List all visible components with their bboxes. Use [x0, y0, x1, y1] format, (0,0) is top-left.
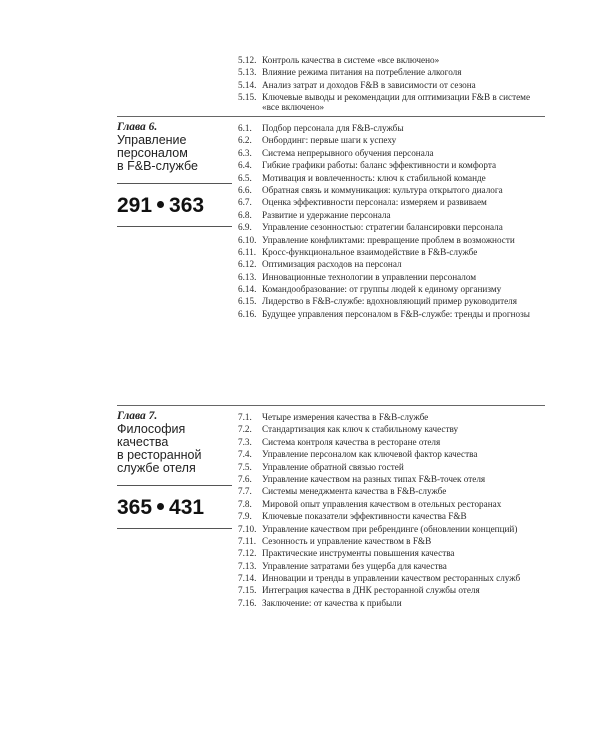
toc-item-number: 6.7.: [238, 197, 252, 208]
toc-item-title: Управление сезонностью: стратегии балансировки персонала: [262, 222, 503, 233]
toc-item-number: 7.13.: [238, 560, 257, 571]
toc-item-title: Интеграция качества в ДНК ресторанной службы отеля: [262, 585, 480, 596]
toc-item-number: 7.10.: [238, 523, 257, 534]
toc-item-title: Мотивация и вовлеченность: ключ к стабильной команде: [262, 172, 486, 183]
toc-item-title: Анализ затрат и доходов F&B в зависимости от сезона: [262, 79, 476, 90]
chapter-7-page-end: 431: [169, 496, 205, 519]
chapter-7-title-line: службе отеля: [117, 461, 196, 475]
toc-item-number: 6.15.: [238, 296, 257, 307]
toc-item: [238, 412, 538, 422]
toc-item-title: Кросс-функциональное взаимодействие в F&B-службе: [262, 246, 478, 257]
toc-item: [238, 80, 538, 90]
toc-item: [238, 309, 538, 319]
chapter-7-title-line: Философия: [117, 422, 186, 436]
toc-item: [238, 284, 538, 294]
toc-item: [238, 536, 538, 546]
toc-item-number: 6.1.: [238, 123, 252, 133]
chapter-6-label: Глава 6.: [117, 121, 158, 133]
bullet-dot-icon: [157, 503, 164, 510]
toc-item-number: 7.6.: [238, 473, 252, 484]
toc-item-title: Управление персоналом как ключевой фактор качества: [262, 449, 478, 460]
toc-item-title: Развитие и удержание персонала: [262, 209, 391, 220]
toc-item-number: 5.14.: [238, 79, 257, 90]
toc-item-title: Управление обратной связью гостей: [262, 461, 404, 472]
toc-item-number: 6.11.: [238, 246, 257, 257]
toc-item: [238, 92, 538, 112]
toc-item: [238, 135, 538, 145]
toc-item-number: 6.4.: [238, 160, 252, 171]
toc-list-chapter-6: [238, 123, 538, 321]
toc-item: [238, 486, 538, 496]
toc-item-title: Стандартизация как ключ к стабильному качеству: [262, 424, 459, 435]
toc-item: [238, 160, 538, 170]
chapter-6-page-range: [117, 194, 232, 218]
toc-item-number: 7.4.: [238, 449, 252, 460]
toc-item-title: Контроль качества в системе «все включено»: [262, 55, 440, 65]
toc-item-title: Управление качеством на разных типах F&B-точек отеля: [262, 473, 486, 484]
toc-item: [238, 524, 538, 534]
toc-item-title: Ключевые показатели эффективности качества F&B: [262, 511, 467, 522]
toc-item-title: Будущее управления персоналом в F&B-службе: тренды и прогнозы: [262, 308, 530, 319]
chapter-7-page-range: [117, 496, 232, 520]
chapter-6-title-rule: [117, 183, 232, 184]
chapter-6-title-line: Управление: [117, 133, 187, 147]
toc-item-number: 5.12.: [238, 55, 257, 65]
toc-list-chapter-7: [238, 412, 538, 610]
toc-item: [238, 247, 538, 257]
toc-item-number: 7.12.: [238, 548, 257, 559]
toc-item-title: Заключение: от качества к прибыли: [262, 597, 402, 608]
chapter-6-page-start: 291: [117, 194, 153, 217]
toc-item-title: Управление качеством при ребрендинге (обновлении концепций): [262, 523, 518, 534]
toc-item-title: Инновации и тренды в управлении качеством ресторанных служб: [262, 573, 521, 584]
toc-item: [238, 474, 538, 484]
chapter-7-range-rule: [117, 528, 232, 529]
toc-item-number: 6.9.: [238, 222, 252, 233]
toc-item-number: 7.15.: [238, 585, 257, 596]
toc-item: [238, 598, 538, 608]
toc-item: [238, 585, 538, 595]
toc-item: [238, 197, 538, 207]
bullet-dot-icon: [157, 201, 164, 208]
toc-item: [238, 222, 538, 232]
toc-item-title: Практические инструменты повышения качества: [262, 548, 455, 559]
chapter-7-title-line: качества: [117, 435, 169, 449]
chapter-7-page-start: 365: [117, 496, 153, 519]
toc-item-number: 6.6.: [238, 184, 252, 195]
toc-item-title: Системы менеджмента качества в F&B-службе: [262, 486, 447, 497]
toc-item: [238, 272, 538, 282]
toc-item-number: 7.5.: [238, 461, 252, 472]
toc-item-title: Система непрерывного обучения персонала: [262, 147, 434, 158]
toc-item-number: 5.15.: [238, 92, 257, 103]
toc-item: [238, 148, 538, 158]
toc-item-number: 6.8.: [238, 209, 252, 220]
toc-item-title: Гибкие графики работы: баланс эффективности и комфорта: [262, 160, 497, 171]
toc-item: [238, 499, 538, 509]
toc-item: [238, 185, 538, 195]
toc-item-number: 7.7.: [238, 486, 252, 497]
toc-item-number: 5.13.: [238, 67, 257, 78]
toc-item-number: 6.14.: [238, 284, 257, 295]
chapter-6-title-line: в F&B-службе: [117, 159, 198, 173]
toc-item-title: Мировой опыт управления качеством в отельных ресторанах: [262, 498, 502, 509]
chapter-6-title: [117, 134, 232, 173]
chapter-6-block: [117, 117, 232, 227]
toc-item-title: Влияние режима питания на потребление алкоголя: [262, 67, 462, 78]
toc-item-number: 6.10.: [238, 234, 257, 245]
toc-item-number: 7.3.: [238, 436, 252, 447]
chapter-7-label: Глава 7.: [117, 410, 158, 422]
chapter-6-range-rule: [117, 226, 232, 227]
toc-item-number: 6.16.: [238, 308, 257, 319]
toc-item-title: Командообразование: от группы людей к единому организму: [262, 284, 502, 295]
toc-item-title: Лидерство в F&B-службе: вдохновляющий пример руководителя: [262, 296, 517, 307]
toc-item-title: Инновационные технологии в управлении персоналом: [262, 271, 477, 282]
toc-item-number: 6.5.: [238, 172, 252, 183]
toc-item-title: Сезонность и управление качеством в F&B: [262, 535, 432, 546]
toc-item: [238, 561, 538, 571]
toc-item: [238, 449, 538, 459]
toc-item-number: 6.13.: [238, 271, 257, 282]
chapter-6-page-end: 363: [169, 194, 205, 217]
chapter-7-title-rule: [117, 485, 232, 486]
toc-item: [238, 573, 538, 583]
toc-item: [238, 548, 538, 558]
toc-item-title: Четыре измерения качества в F&B-службе: [262, 412, 429, 422]
toc-list-chapter-5: [238, 55, 538, 115]
toc-item-number: 6.12.: [238, 259, 257, 270]
toc-item: [238, 173, 538, 183]
toc-item: [238, 210, 538, 220]
chapter-7-title-line: в ресторанной: [117, 448, 202, 462]
toc-item-title: Оптимизация расходов на персонал: [262, 259, 402, 270]
toc-item: [238, 462, 538, 472]
toc-item-title: Оценка эффективности персонала: измеряем и развиваем: [262, 197, 487, 208]
toc-item-number: 6.2.: [238, 135, 252, 146]
toc-item-number: 6.3.: [238, 147, 252, 158]
toc-item-title: Управление конфликтами: превращение проблем в возможности: [262, 234, 515, 245]
toc-item-title: Подбор персонала для F&B-службы: [262, 123, 404, 133]
toc-item-number: 7.14.: [238, 573, 257, 584]
toc-item-title: Обратная связь и коммуникация: культура открытого диалога: [262, 184, 503, 195]
toc-item-number: 7.16.: [238, 597, 257, 608]
toc-item: [238, 67, 538, 77]
toc-item-title: Онбординг: первые шаги к успеху: [262, 135, 397, 146]
toc-item-number: 7.1.: [238, 412, 252, 422]
toc-item: [238, 55, 538, 65]
toc-item-title: Ключевые выводы и рекомендации для оптимизации F&B в системе «все включено»: [262, 92, 531, 113]
toc-item: [238, 437, 538, 447]
chapter-7-title: [117, 423, 232, 475]
toc-item-number: 7.2.: [238, 424, 252, 435]
toc-item: [238, 259, 538, 269]
chapter-6-title-line: персоналом: [117, 146, 188, 160]
toc-item-number: 7.9.: [238, 511, 252, 522]
toc-item-title: Система контроля качества в ресторане отеля: [262, 436, 441, 447]
chapter-7-block: [117, 406, 232, 529]
toc-item: [238, 123, 538, 133]
toc-item: [238, 235, 538, 245]
toc-item-number: 7.8.: [238, 498, 252, 509]
toc-item: [238, 296, 538, 306]
toc-item-title: Управление затратами без ущерба для качества: [262, 560, 447, 571]
toc-item: [238, 511, 538, 521]
toc-item-number: 7.11.: [238, 535, 257, 546]
toc-item: [238, 424, 538, 434]
